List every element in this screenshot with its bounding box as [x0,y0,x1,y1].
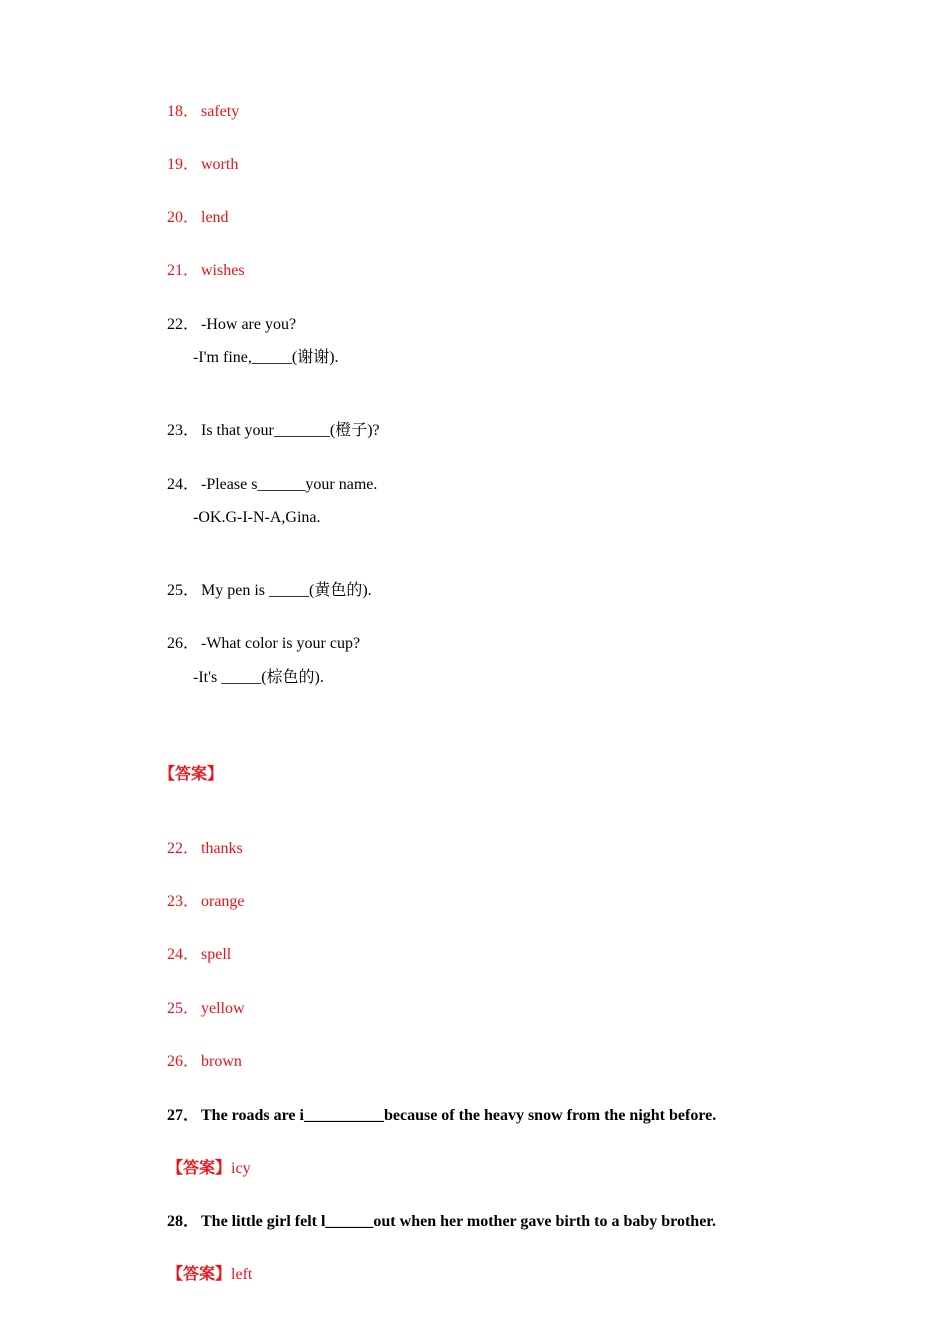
question-25 [159,561,372,599]
item-number: 19． [167,156,200,173]
answer-text: thanks [201,840,243,857]
question-text: Is that your_______(橙子)? [201,422,380,439]
answer-item [159,1032,242,1070]
question-number: 26． [167,635,200,652]
answer-28 [159,1245,253,1283]
answer-item [159,925,232,963]
item-number: 23． [167,893,200,910]
item-number: 25． [167,1000,200,1017]
answer-text: spell [201,946,232,963]
question-number: 24． [167,476,200,493]
question-text: -How are you? [201,316,297,333]
answer-text: orange [201,893,245,910]
question-27 [159,1086,717,1124]
item-number: 24． [167,946,200,963]
answer-item [159,979,245,1017]
answer-text: worth [201,156,239,173]
question-28 [159,1192,716,1230]
question-text: -Please s______your name. [201,476,378,493]
item-number: 26． [167,1053,200,1070]
question-text: The roads are i__________because of the heavy snow from the night before. [201,1107,717,1124]
answer-label: 【答案】 [167,1266,232,1283]
question-number: 27． [167,1107,200,1124]
answer-label: 【答案】 [159,766,224,783]
item-number: 21． [167,262,200,279]
question-24-reply: -OK.G-I-N-A,Gina. [193,509,321,526]
answer-item [159,241,245,279]
answer-text: wishes [201,262,245,279]
answer-27 [159,1139,251,1177]
answer-item [159,188,229,226]
question-26 [159,614,361,652]
question-number: 28． [167,1213,200,1230]
question-23 [159,401,380,439]
answer-text: icy [231,1160,251,1177]
question-22 [159,295,297,333]
question-text: The little girl felt l______out when her mother gave birth to a baby brother. [201,1213,716,1230]
answer-item [159,819,243,857]
answer-text: lend [201,209,229,226]
item-number: 20． [167,209,200,226]
answer-item [159,872,245,910]
answer-text: brown [201,1053,242,1070]
question-number: 23． [167,422,200,439]
item-number: 18． [167,103,200,120]
answer-text: yellow [201,1000,245,1017]
answer-text: left [231,1266,253,1283]
question-number: 22． [167,316,200,333]
answer-text: safety [201,103,240,120]
question-22-reply: -I'm fine,_____(谢谢). [193,349,339,366]
question-text: -What color is your cup? [201,635,361,652]
answer-item [159,82,240,120]
item-number: 22． [167,840,200,857]
question-number: 25． [167,582,200,599]
answer-label: 【答案】 [167,1160,232,1177]
question-text: My pen is _____(黄色的). [201,582,372,599]
question-26-reply: -It's _____(棕色的). [193,669,324,686]
answer-item [159,135,239,173]
question-24 [159,455,378,493]
